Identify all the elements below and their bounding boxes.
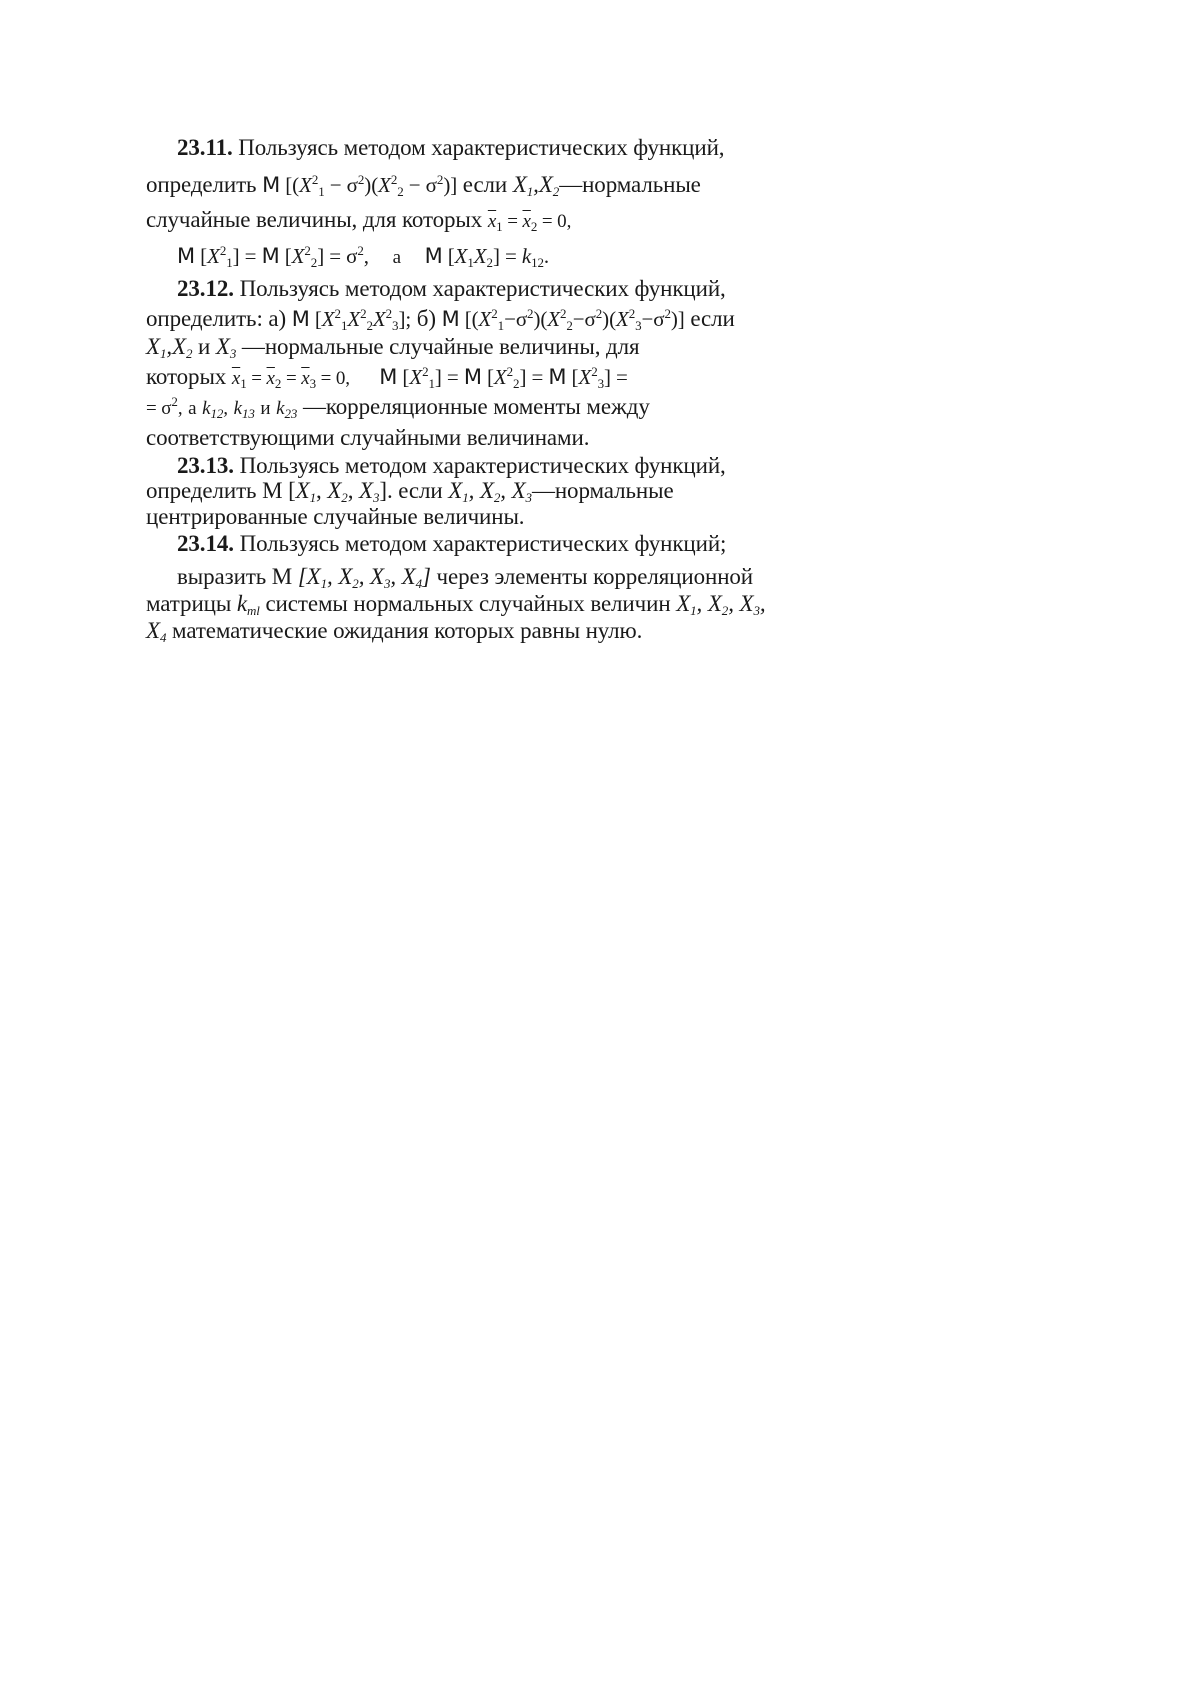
problem-23-14-line-3: матрицы $k_{ml}$ системы нормальных случайных величин $X_1$, $X_2$, $X_3$,	[146, 591, 766, 618]
problem-23-11-line-2: определить M $[(X^2_1 - \sigma^2)(X^2_2 - \sigma^2)]$ если $X_1,X_2—нормальные$	[146, 172, 701, 199]
formula: M $[X^2_1] = M$ $[X^2_2] = \sigma^2$,	[177, 243, 369, 270]
formula: = $\sigma^2$,	[146, 394, 183, 419]
formula: $X_1,X_2$	[512, 172, 560, 199]
formula: $X_1$, $X_2$, $X_3$	[448, 478, 532, 505]
formula: $X_4$	[146, 618, 167, 645]
problem-number: 23.14.	[177, 531, 234, 556]
formula: $k_{13}$	[233, 398, 255, 421]
formula: $k_{12}$,	[202, 398, 228, 421]
problem-23-11-line-4: M $[X^2_1] = M$ $[X^2_2] = \sigma^2$, а M $[X_1X_2] = k_{12}$.	[177, 243, 550, 270]
formula: [$X_1$, $X_2$, $X_3$]	[288, 478, 387, 505]
problem-23-14-line-4: $X_4$ математические ожидания которых равны нулю.	[146, 618, 643, 645]
problem-number: 23.13.	[177, 453, 234, 478]
formula: $X_1$, $X_2$, $X_3$,	[676, 591, 766, 618]
problem-23-13-line-2: определить М [$X_1$, $X_2$, $X_3$]. если $X_1$, $X_2$, $X_3—нормальные$	[146, 478, 674, 505]
problem-23-12-line-4: которых $\overline{x}_1 = \overline{x}_2 = \overline{x}_3 = 0$, M $[X^2_1] = M$ $[X^2_2] = M$ $[X^2_3]$ =	[146, 364, 628, 391]
problem-23-14-line-2: выразить М [$X_1$, $X_2$, $X_3$, $X_4$] через элементы корреляционной	[177, 564, 754, 591]
formula: M $[X^2_1] = M$ $[X^2_2] = M$ $[X^2_3]$ =	[379, 364, 628, 391]
formula: $X_1,X_2$	[146, 334, 193, 361]
problem-23-12-line-2: определить: а) M $[X^2_1X^2_2X^2_3]$; б) M $[(X^2_1-\sigma^2)(X^2_2-\sigma^2)(X^2_3-\sigma^2)]$ если	[146, 306, 735, 333]
formula: $X_3$	[215, 334, 237, 361]
problem-23-12-line-6: соответствующими случайными величинами.	[146, 425, 590, 450]
problem-number: 23.12.	[177, 276, 234, 301]
problem-23-11-line-3: случайные величины, для которых $\overline{x}_1 = \overline{x}_2 = 0$,	[146, 207, 572, 234]
problem-23-12-line-5: = $\sigma^2$, а $k_{12}$, $k_{13}$ и $k_{23}$ —корреляционные моменты между	[146, 394, 650, 421]
formula: $k_{ml}$	[236, 591, 260, 618]
problem-23-11-line-1: 23.11. Пользуясь методом характеристических функций,	[177, 135, 725, 160]
formula: $\overline{x}_1 = \overline{x}_2 = 0$,	[487, 211, 572, 234]
problem-23-12-line-1: 23.12. Пользуясь методом характеристических функций,	[177, 276, 726, 301]
formula: [$X_1$, $X_2$, $X_3$, $X_4$]	[297, 564, 431, 591]
problem-23-13-line-1: 23.13. Пользуясь методом характеристических функций,	[177, 453, 726, 478]
formula: M $[X_1X_2] = k_{12}$.	[424, 244, 550, 270]
formula: M $[(X^2_1 - \sigma^2)(X^2_2 - \sigma^2)]$	[262, 172, 458, 199]
formula: M $[X^2_1X^2_2X^2_3]$;	[291, 306, 412, 333]
problem-23-13-line-3: центрированные случайные величины.	[146, 504, 525, 529]
formula: $k_{23}$	[276, 398, 298, 421]
problem-23-12-line-3: $X_1,X_2$ и $X_3$ —нормальные случайные величины, для	[146, 334, 640, 361]
formula: M $[(X^2_1-\sigma^2)(X^2_2-\sigma^2)(X^2_3-\sigma^2)]$	[441, 306, 685, 333]
problem-23-14-line-1: 23.14. Пользуясь методом характеристических функций;	[177, 531, 727, 556]
problem-number: 23.11.	[177, 135, 233, 160]
formula: $\overline{x}_1 = \overline{x}_2 = \overline{x}_3 = 0$,	[231, 368, 350, 391]
